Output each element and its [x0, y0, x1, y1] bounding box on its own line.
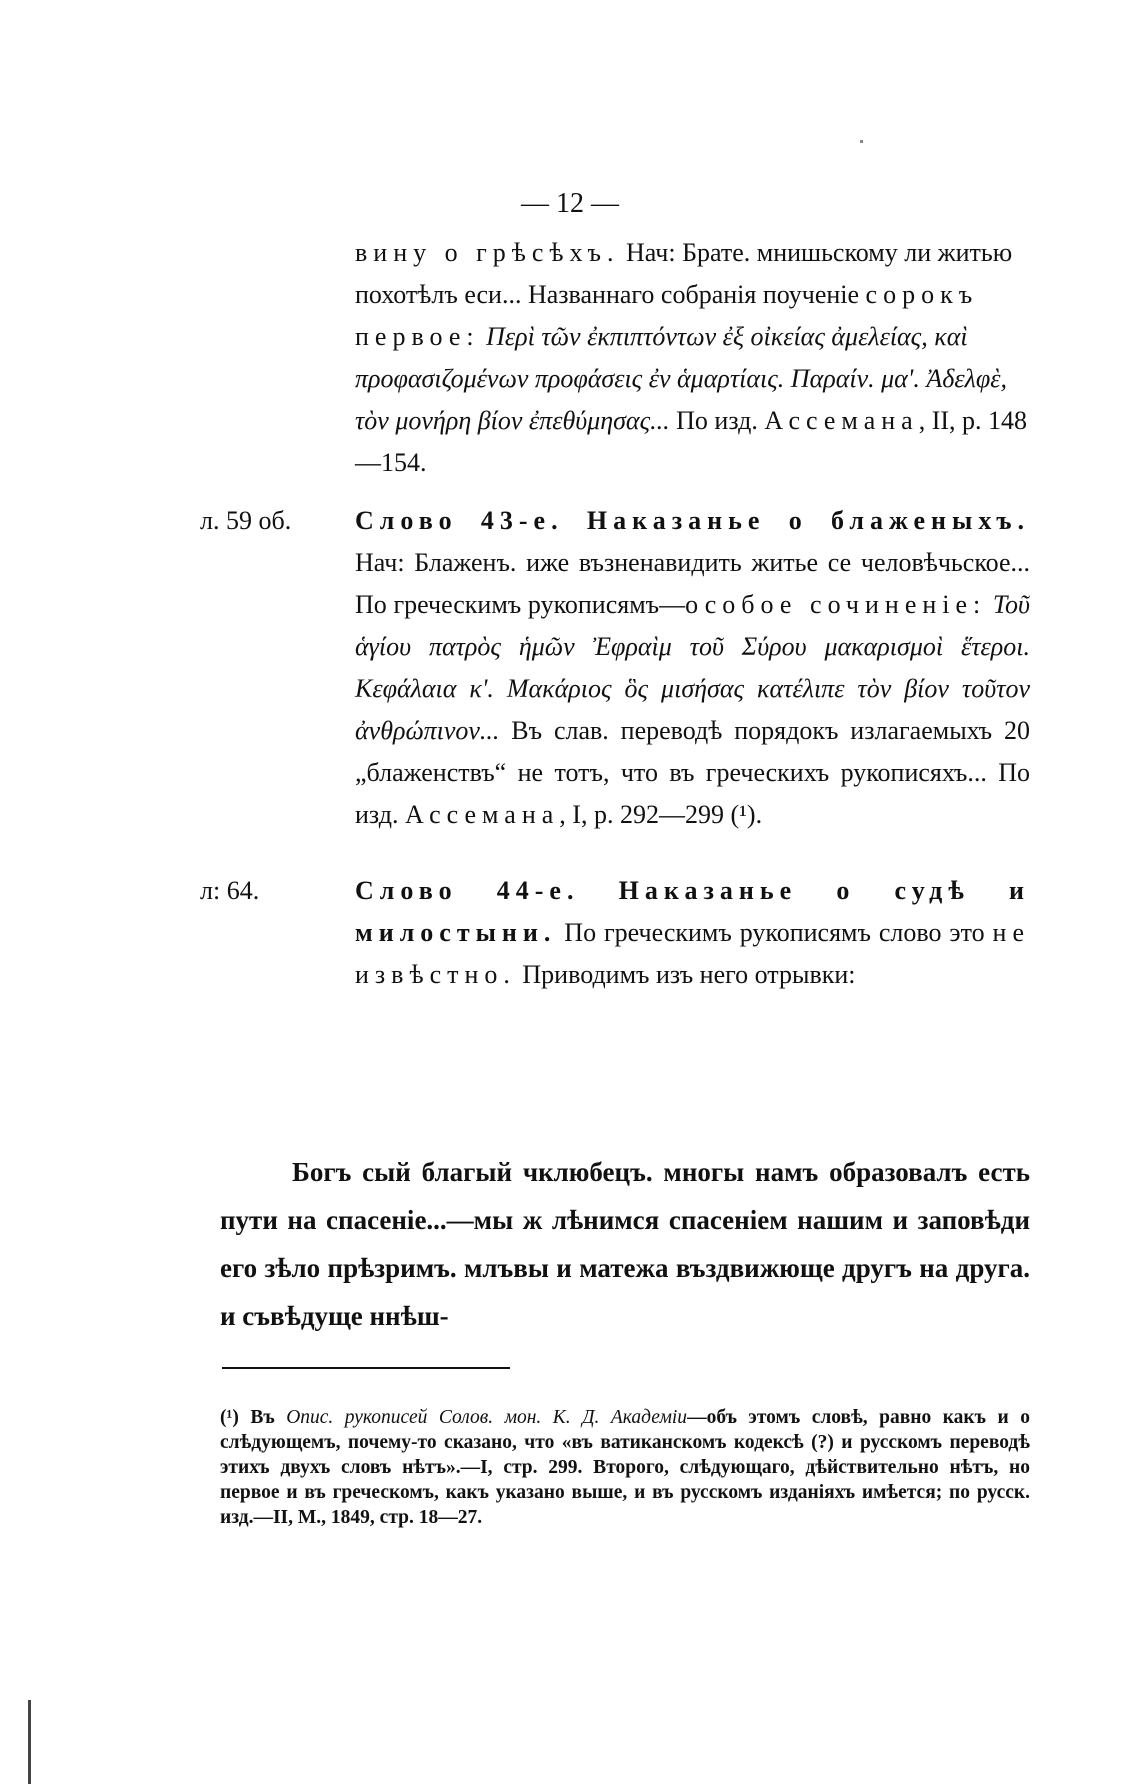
page-number: — 12 — — [521, 188, 619, 219]
entry-44 — [200, 870, 1030, 996]
entry-text: Нач: Брате. мнишьскому ли житью похотѣлъ еси... Названнаго собранія поученіе — [355, 238, 1013, 309]
footnote-marker: (¹) Въ — [220, 1407, 287, 1428]
entry-title: вину о грѣсѣхъ. — [355, 238, 620, 267]
entry-text: По греческимъ рукописямъ слово это — [556, 918, 993, 947]
edition-ref: , I, p. 292—299 (¹). — [559, 800, 763, 829]
folio-label: л: 64. — [200, 876, 260, 905]
footnote-source: Опис. рукописей Солов. мон. К. Д. Академіи — [286, 1407, 688, 1428]
entry-spaced-text: сорокъ первое: — [355, 280, 979, 351]
quoted-excerpt: Богъ сый благый чклюбецъ. многы намъ образовалъ есть пути на спасеніе...—мы ж лѣнимся спасеніем нашим и заповѣди его зѣло прѣзримъ. млъвы и матежа въздвижюще другъ на друга. и съвѣдуще ннѣш- — [220, 1157, 1030, 1331]
folio-label: л. 59 об. — [200, 506, 292, 535]
entry-body — [355, 870, 1030, 996]
paragraph-entry-42 — [355, 232, 1030, 484]
entry-text: Нач: Блаженъ. иже възненавидить житье се человѣчьское... По греческимъ рукописямъ— — [355, 548, 1030, 619]
footnote-text: —объ этомъ словѣ, равно какъ и о слѣдующемъ, почему-то сказано, что «въ ватиканскомъ кодексѣ (?) и русскомъ переводѣ этихъ двухъ словъ нѣтъ».—I, стр. 299. Второго, слѣдующаго, дѣйствительно нѣтъ, но первое и въ греческомъ, какъ указано выше, и въ русскомъ изданіяхъ имѣется; по русск. изд.—II, М., 1849, стр. 18—27. — [220, 1407, 1030, 1528]
greek-text: Τοῦ ἁγίου πατρὸς ἡμῶν Ἐφραὶμ τοῦ Σύρου μακαρισμοὶ ἕτεροι. Κεφάλαια κ'. Μακάριος ὃς μισήσας κατέλιπε τὸν βίον τοῦτον ἀνθρώπινον... — [355, 590, 1030, 745]
scan-edge-mark — [28, 1700, 31, 1784]
edition-ref: , II, p. 148—154. — [355, 406, 1028, 477]
footnote — [220, 1405, 1030, 1530]
edition-name: Ассемана — [404, 800, 560, 829]
entry-body — [355, 500, 1030, 836]
greek-text: Περὶ τῶν ἐκπιπτόντων ἐξ οἰκείας ἀμελείας, καὶ προφασιζομένων προφάσεις ἐν ἁμαρτίαις. Παραίν. μα'. Ἀδελφὲ, τὸν μονήρη βίον ἐπεθύμησας... — [355, 322, 1007, 435]
entry-spaced-text: не извѣстно. — [355, 918, 1030, 989]
entry-text-2: Въ слав. переводѣ порядокъ излагаемыхъ 20 „блаженствъ“ не тотъ, что въ греческихъ рукописяхъ... По изд. — [355, 716, 1030, 829]
footnote-rule — [222, 1367, 510, 1369]
entry-text-2: По изд. — [669, 406, 765, 435]
entry-43 — [200, 500, 1030, 836]
entry-text-2: Приводимъ изъ него отрывки: — [515, 960, 856, 989]
entry-spaced-text: особое сочиненіе: — [685, 590, 987, 619]
speck-mark — [860, 140, 863, 143]
entry-title: Слово 44-е. Наказанье о судѣ и милостыни. — [355, 876, 1030, 947]
edition-name: Ассемана — [764, 406, 919, 435]
entry-title: Слово 43-е. Наказанье о блаженыхъ. — [355, 506, 1030, 535]
